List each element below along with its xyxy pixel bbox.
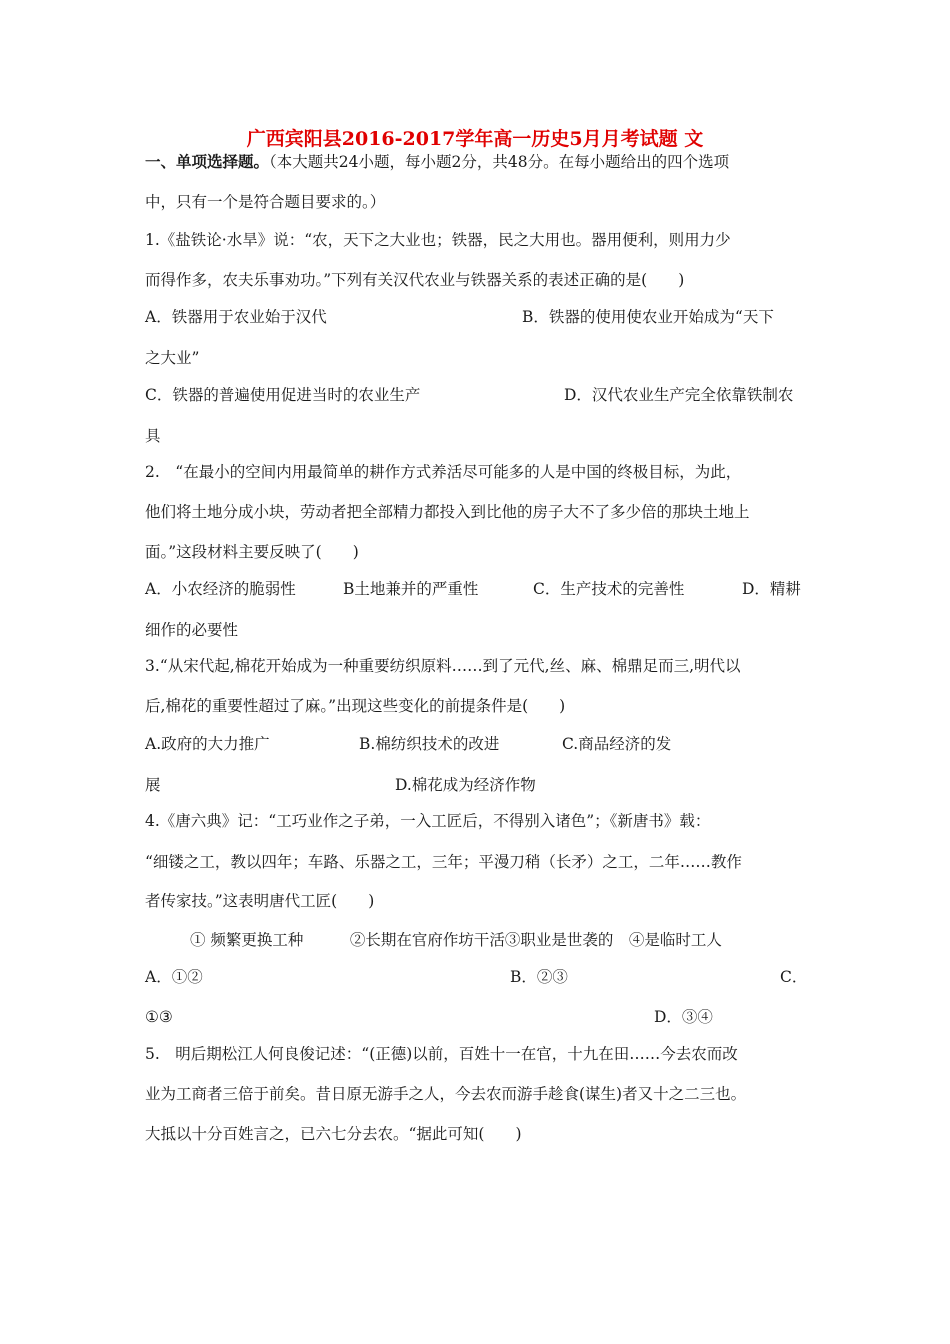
q3-stem-line-2: 后,棉花的重要性超过了麻。”出现这些变化的前提条件是( ): [145, 697, 566, 715]
q2-stem-line-2: 他们将土地分成小块，劳动者把全部精力都投入到比他的房子大不了多少倍的那块土地上: [145, 503, 750, 521]
q5-stem-line-3: 大抵以十分百姓言之，已六七分去农。“据此可知( ): [145, 1125, 522, 1143]
q3-option-d: D.棉花成为经济作物: [395, 776, 536, 794]
q1-option-d-cont: 具: [145, 427, 161, 445]
q5-stem-line-2: 业为工商者三倍于前矣。昔日原无游手之人，今去农而游手趁食(谋生)者又十之二三也。: [145, 1085, 747, 1103]
q4-option-c-cont: ①③: [145, 1008, 173, 1026]
q1-option-b-cont: 之大业”: [145, 349, 200, 367]
q2-option-a: A．小农经济的脆弱性: [145, 580, 296, 598]
section-heading: 一、单项选择题。: [145, 152, 270, 171]
q2-stem-line-3: 面。”这段材料主要反映了( ): [145, 543, 359, 561]
q4-stem-line-3: 者传家技。”这表明唐代工匠( ): [145, 892, 375, 910]
q2-option-d: D．精耕: [742, 580, 801, 598]
q4-stem-line-2: “细镂之工，教以四年；车路、乐器之工，三年；平漫刀稍（长矛）之工，二年……教作: [145, 853, 742, 871]
q4-option-d: D．③④: [654, 1008, 713, 1026]
q1-option-c: C．铁器的普遍使用促进当时的农业生产: [145, 386, 421, 404]
q4-statements: ① 频繁更换工种 ②长期在官府作坊干活③职业是世袭的 ④是临时工人: [190, 931, 722, 949]
section-intro-line-1: [145, 152, 729, 172]
q1-option-d: D．汉代农业生产完全依靠铁制农: [564, 386, 794, 404]
q1-stem-line-1: 1.《盐铁论·水旱》说：“农，天下之大业也；铁器，民之大用也。器用便利，则用力少: [145, 231, 731, 249]
q2-option-b: B土地兼并的严重性: [343, 580, 479, 598]
q3-option-b: B.棉纺织技术的改进: [359, 735, 500, 753]
document-title: 广西宾阳县2016-2017学年高一历史5月月考试题 文: [246, 128, 704, 150]
q1-option-b: B．铁器的使用使农业开始成为“天下: [522, 308, 774, 326]
q3-option-c: C.商品经济的发: [562, 735, 672, 753]
section-intro-line-2: 中，只有一个是符合题目要求的。）: [145, 193, 386, 211]
section-intro: （本大题共24小题，每小题2分，共48分。在每小题给出的四个选项: [269, 153, 730, 171]
q3-stem-line-1: 3.“从宋代起,棉花开始成为一种重要纺织原料……到了元代,丝、麻、棉鼎足而三,明代以: [145, 657, 741, 675]
q2-stem-line-1: 2. “在最小的空间内用最简单的耕作方式养活尽可能多的人是中国的终极目标，为此，: [145, 463, 742, 481]
q4-stem-line-1: 4.《唐六典》记：“工巧业作之子弟，一入工匠后，不得别入诸色”；《新唐书》载：: [145, 812, 711, 830]
q3-option-a: A.政府的大力推广: [145, 735, 270, 753]
q4-option-b: B．②③: [510, 968, 568, 986]
q1-option-a: A．铁器用于农业始于汉代: [145, 308, 327, 326]
q5-stem-line-1: 5. 明后期松江人何良俊记述：“(正德)以前，百姓十一在官，十九在田……今去农而改: [145, 1045, 738, 1063]
q4-option-a: A．①②: [145, 968, 203, 986]
q3-option-c-cont: 展: [145, 776, 161, 794]
q1-stem-line-2: 而得作多，农夫乐事劝功。”下列有关汉代农业与铁器关系的表述正确的是( ): [145, 271, 685, 289]
q2-option-d-cont: 细作的必要性: [145, 621, 239, 639]
q2-option-c: C．生产技术的完善性: [533, 580, 685, 598]
q4-option-c: C．: [780, 968, 808, 986]
